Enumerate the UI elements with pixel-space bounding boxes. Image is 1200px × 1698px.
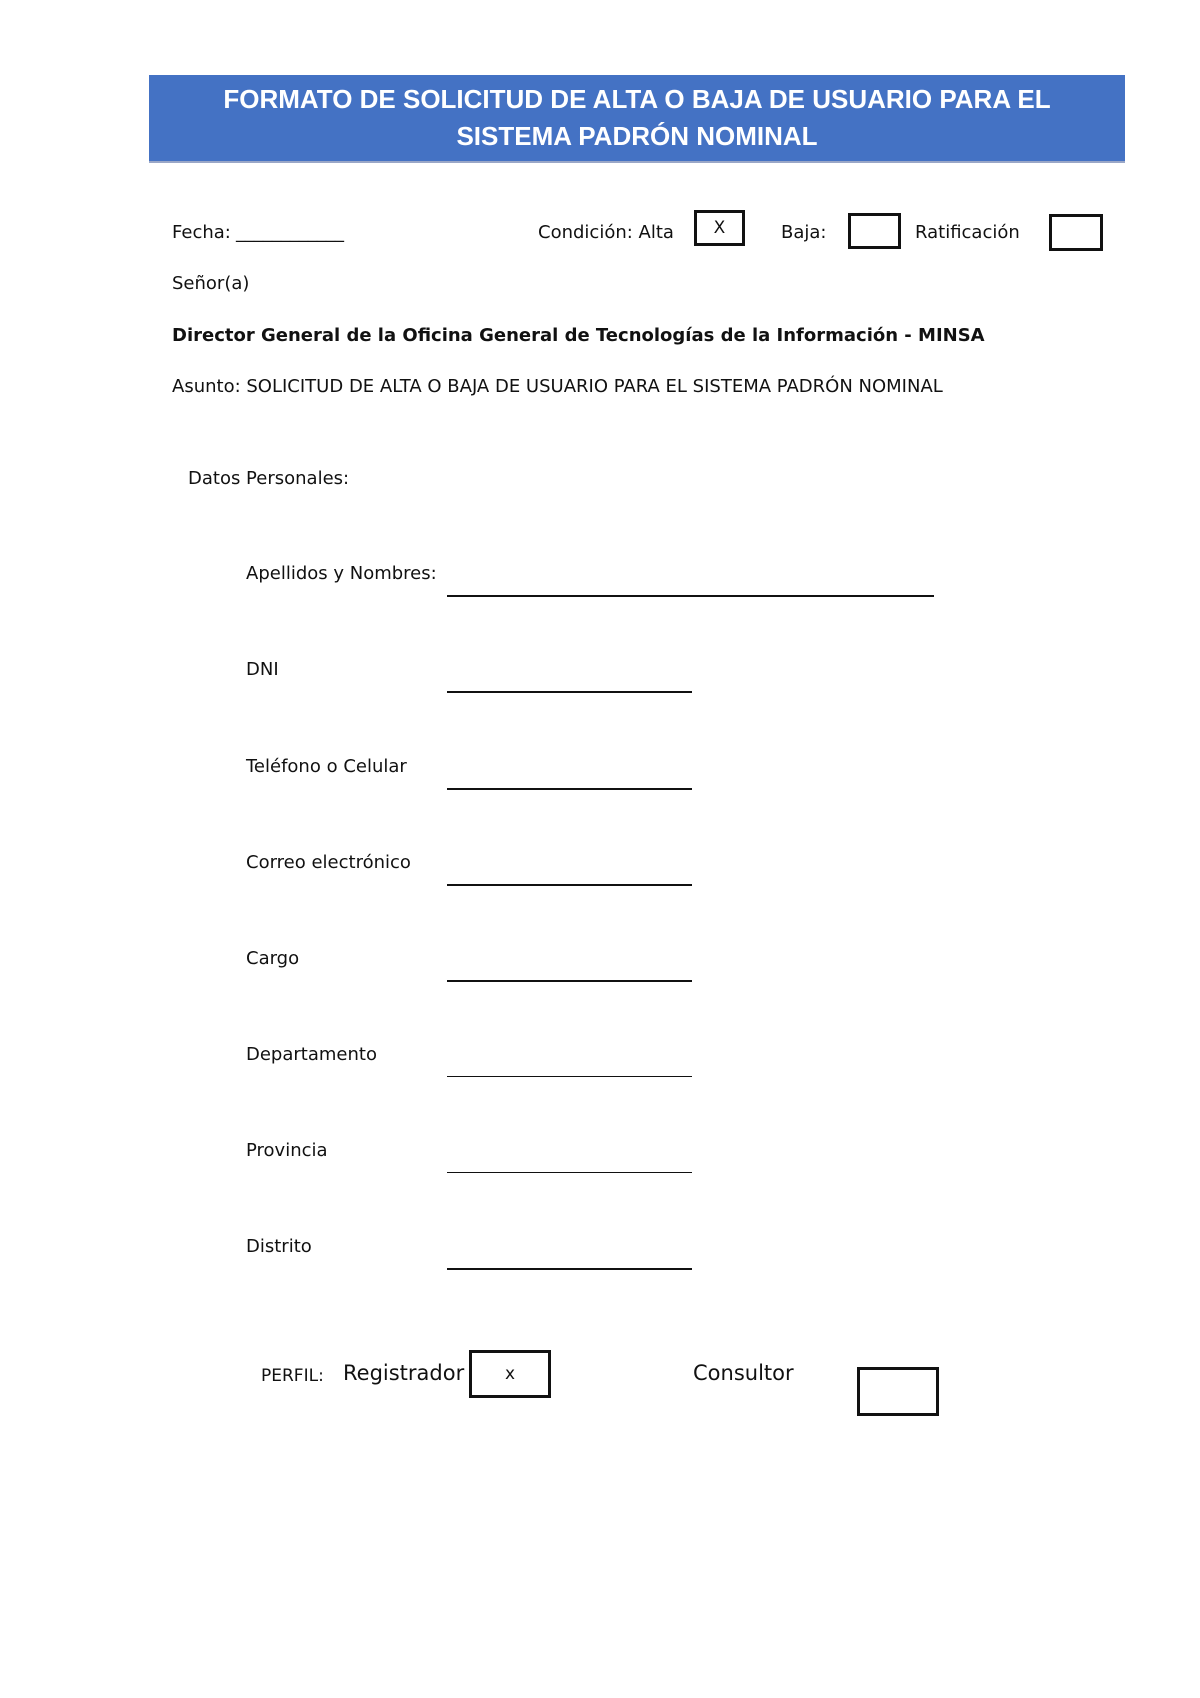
personal-data-section-label: Datos Personales: <box>188 468 350 489</box>
field-line-telefono[interactable] <box>447 788 692 790</box>
salutation: Señor(a) <box>172 273 250 294</box>
form-title: FORMATO DE SOLICITUD DE ALTA O BAJA DE USUARIO PARA EL SISTEMA PADRÓN NOMINAL <box>223 84 1051 151</box>
field-label-dni: DNI <box>246 659 279 680</box>
field-label-distrito: Distrito <box>246 1236 312 1257</box>
profile-label: PERFIL: <box>261 1366 324 1386</box>
fecha-label: Fecha: <box>172 222 231 243</box>
condicion-alta-label: Condición: Alta <box>538 222 674 243</box>
field-line-provincia[interactable] <box>447 1172 692 1173</box>
field-label-correo: Correo electrónico <box>246 852 411 873</box>
consultor-checkbox[interactable] <box>857 1367 939 1416</box>
alta-checkbox-mark: X <box>713 218 726 238</box>
alta-checkbox[interactable] <box>694 210 745 246</box>
registrador-checkbox[interactable] <box>469 1350 551 1398</box>
field-label-apellidos-nombres: Apellidos y Nombres: <box>246 563 437 584</box>
field-line-distrito[interactable] <box>447 1268 692 1270</box>
field-line-departamento[interactable] <box>447 1076 692 1077</box>
field-line-apellidos-nombres[interactable] <box>447 595 934 597</box>
field-label-departamento: Departamento <box>246 1044 377 1065</box>
registrador-checkbox-mark: x <box>504 1364 516 1384</box>
baja-checkbox[interactable] <box>848 213 901 249</box>
registrador-label: Registrador <box>343 1361 465 1385</box>
subject-text: SOLICITUD DE ALTA O BAJA DE USUARIO PARA EL SISTEMA PADRÓN NOMINAL <box>240 376 943 397</box>
field-label-cargo: Cargo <box>246 948 300 969</box>
ratificacion-label: Ratificación <box>915 222 1020 243</box>
field-line-correo[interactable] <box>447 884 692 886</box>
subject-line <box>172 376 943 398</box>
addressee: Director General de la Oficina General de Tecnologías de la Información - MINSA <box>172 325 985 346</box>
consultor-label: Consultor <box>693 1361 794 1385</box>
ratificacion-checkbox[interactable] <box>1049 214 1103 251</box>
field-line-cargo[interactable] <box>447 980 692 982</box>
fecha-blank: ____________ <box>236 222 344 243</box>
subject-label: Asunto: <box>172 376 241 397</box>
field-label-telefono: Teléfono o Celular <box>246 756 407 777</box>
baja-label: Baja: <box>781 222 827 243</box>
field-line-dni[interactable] <box>447 691 692 693</box>
field-label-provincia: Provincia <box>246 1140 328 1161</box>
form-header-banner <box>149 75 1125 163</box>
